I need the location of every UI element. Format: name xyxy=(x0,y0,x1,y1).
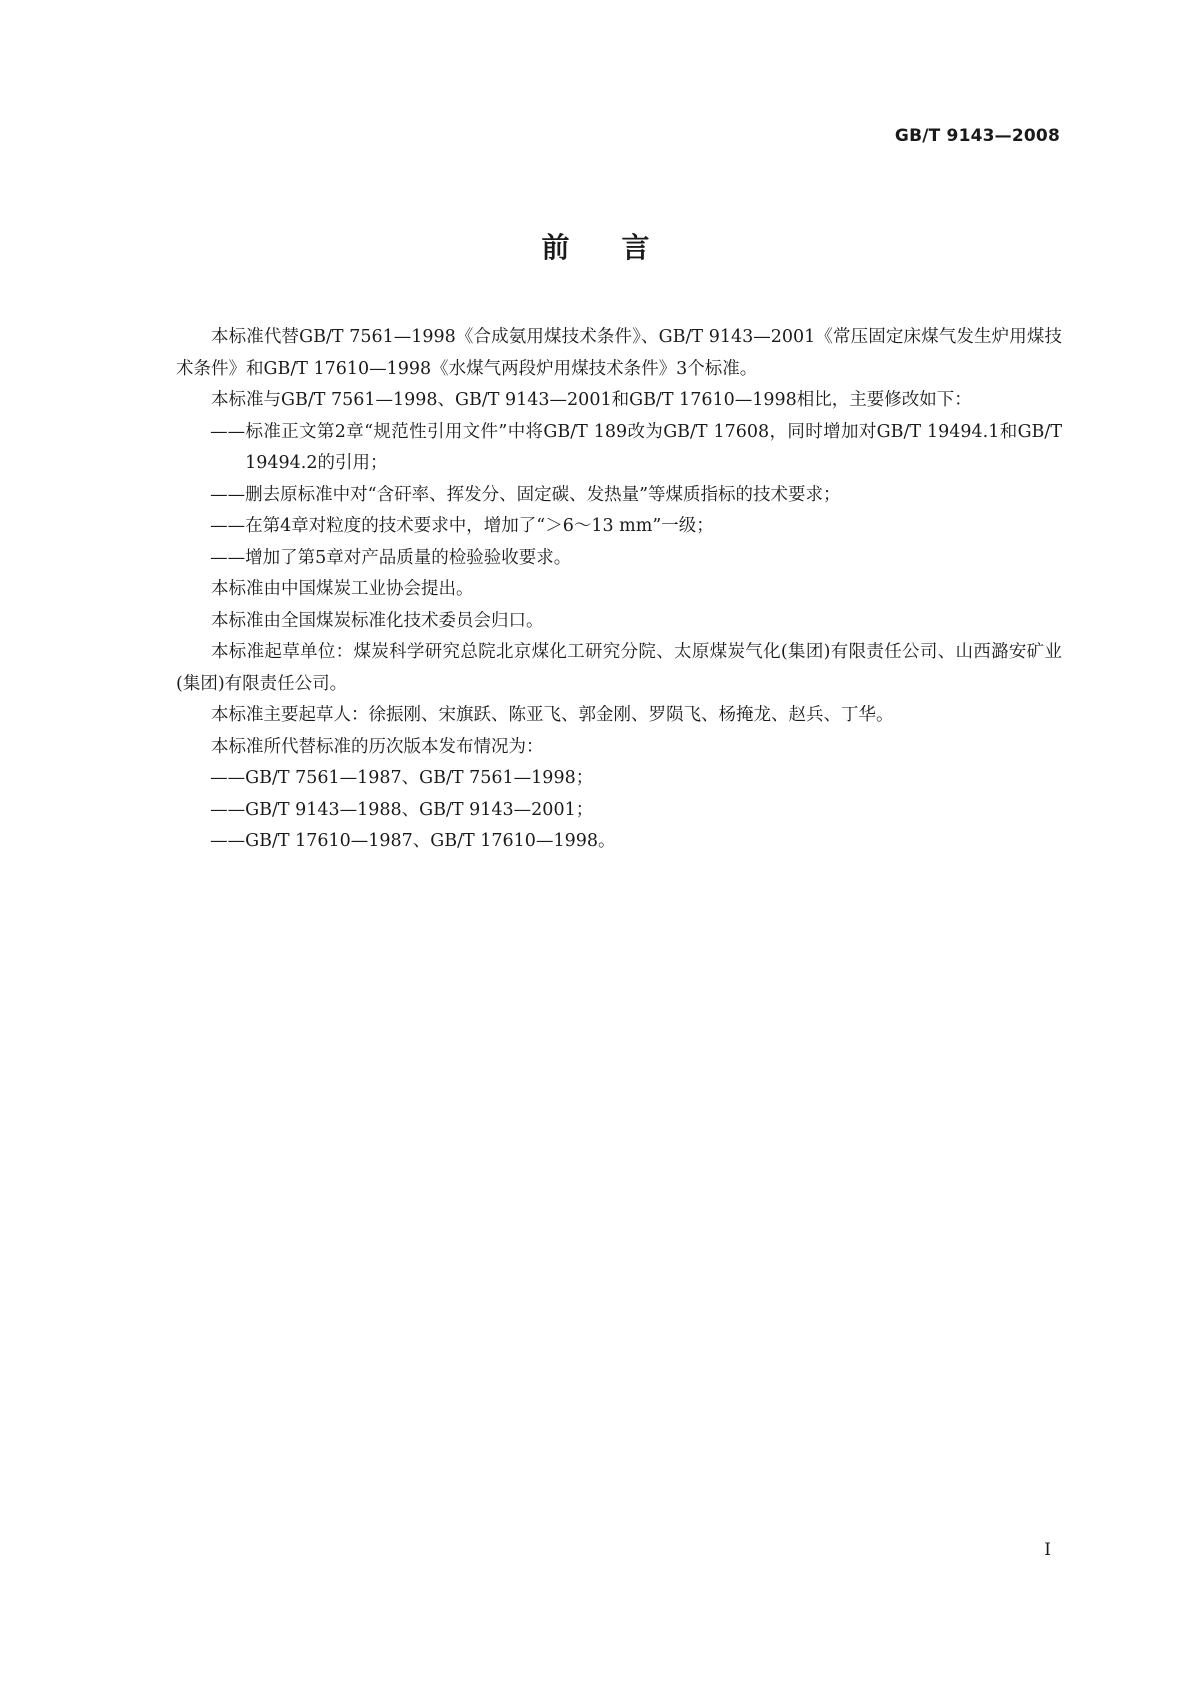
paragraph-replacement: 本标准代替GB/T 7561—1998《合成氨用煤技术条件》、GB/T 9143—2001《常压固定床煤气发生炉用煤技术条件》和GB/T 17610—1998《水煤气两段炉用煤技术条件》3个标准。 xyxy=(176,327,1062,379)
change-item: ——在第4章对粒度的技术要求中，增加了“＞6～13 mm”一级； xyxy=(210,516,714,536)
paragraph-responsible-committee: 本标准由全国煤炭标准化技术委员会归口。 xyxy=(211,610,544,631)
history-item: ——GB/T 9143—1988、GB/T 9143—2001； xyxy=(210,799,594,820)
change-item: ——删去原标准中对“含矸率、挥发分、固定碳、发热量”等煤质指标的技术要求； xyxy=(210,484,841,505)
change-item: ——标准正文第2章“规范性引用文件”中将GB/T 189改为GB/T 17608，同时增加对GB/T 19494.1和GB/T 19494.2的引用； xyxy=(210,421,1062,473)
paragraph-drafters: 本标准主要起草人：徐振刚、宋旗跃、陈亚飞、郭金刚、罗陨飞、杨掩龙、赵兵、丁华。 xyxy=(211,705,894,725)
history-item: ——GB/T 7561—1987、GB/T 7561—1998； xyxy=(210,768,594,788)
page-title: 前言 xyxy=(541,231,702,264)
paragraph-history-intro: 本标准所代替标准的历次版本发布情况为： xyxy=(211,736,544,757)
change-item: ——增加了第5章对产品质量的检验验收要求。 xyxy=(210,547,572,568)
history-item: ——GB/T 17610—1987、GB/T 17610—1998。 xyxy=(210,831,616,851)
paragraph-drafting-units: 本标准起草单位：煤炭科学研究总院北京煤化工研究分院、太原煤炭气化(集团)有限责任公司、山西潞安矿业(集团)有限责任公司。 xyxy=(176,642,1062,694)
foreword-body xyxy=(176,322,1062,858)
page-number: I xyxy=(1044,1540,1051,1560)
standard-code: GB/T 9143—2008 xyxy=(894,126,1060,146)
paragraph-changes-intro: 本标准与GB/T 7561—1998、GB/T 9143—2001和GB/T 17610—1998相比，主要修改如下： xyxy=(211,390,972,410)
paragraph-proposer: 本标准由中国煤炭工业协会提出。 xyxy=(211,579,474,599)
